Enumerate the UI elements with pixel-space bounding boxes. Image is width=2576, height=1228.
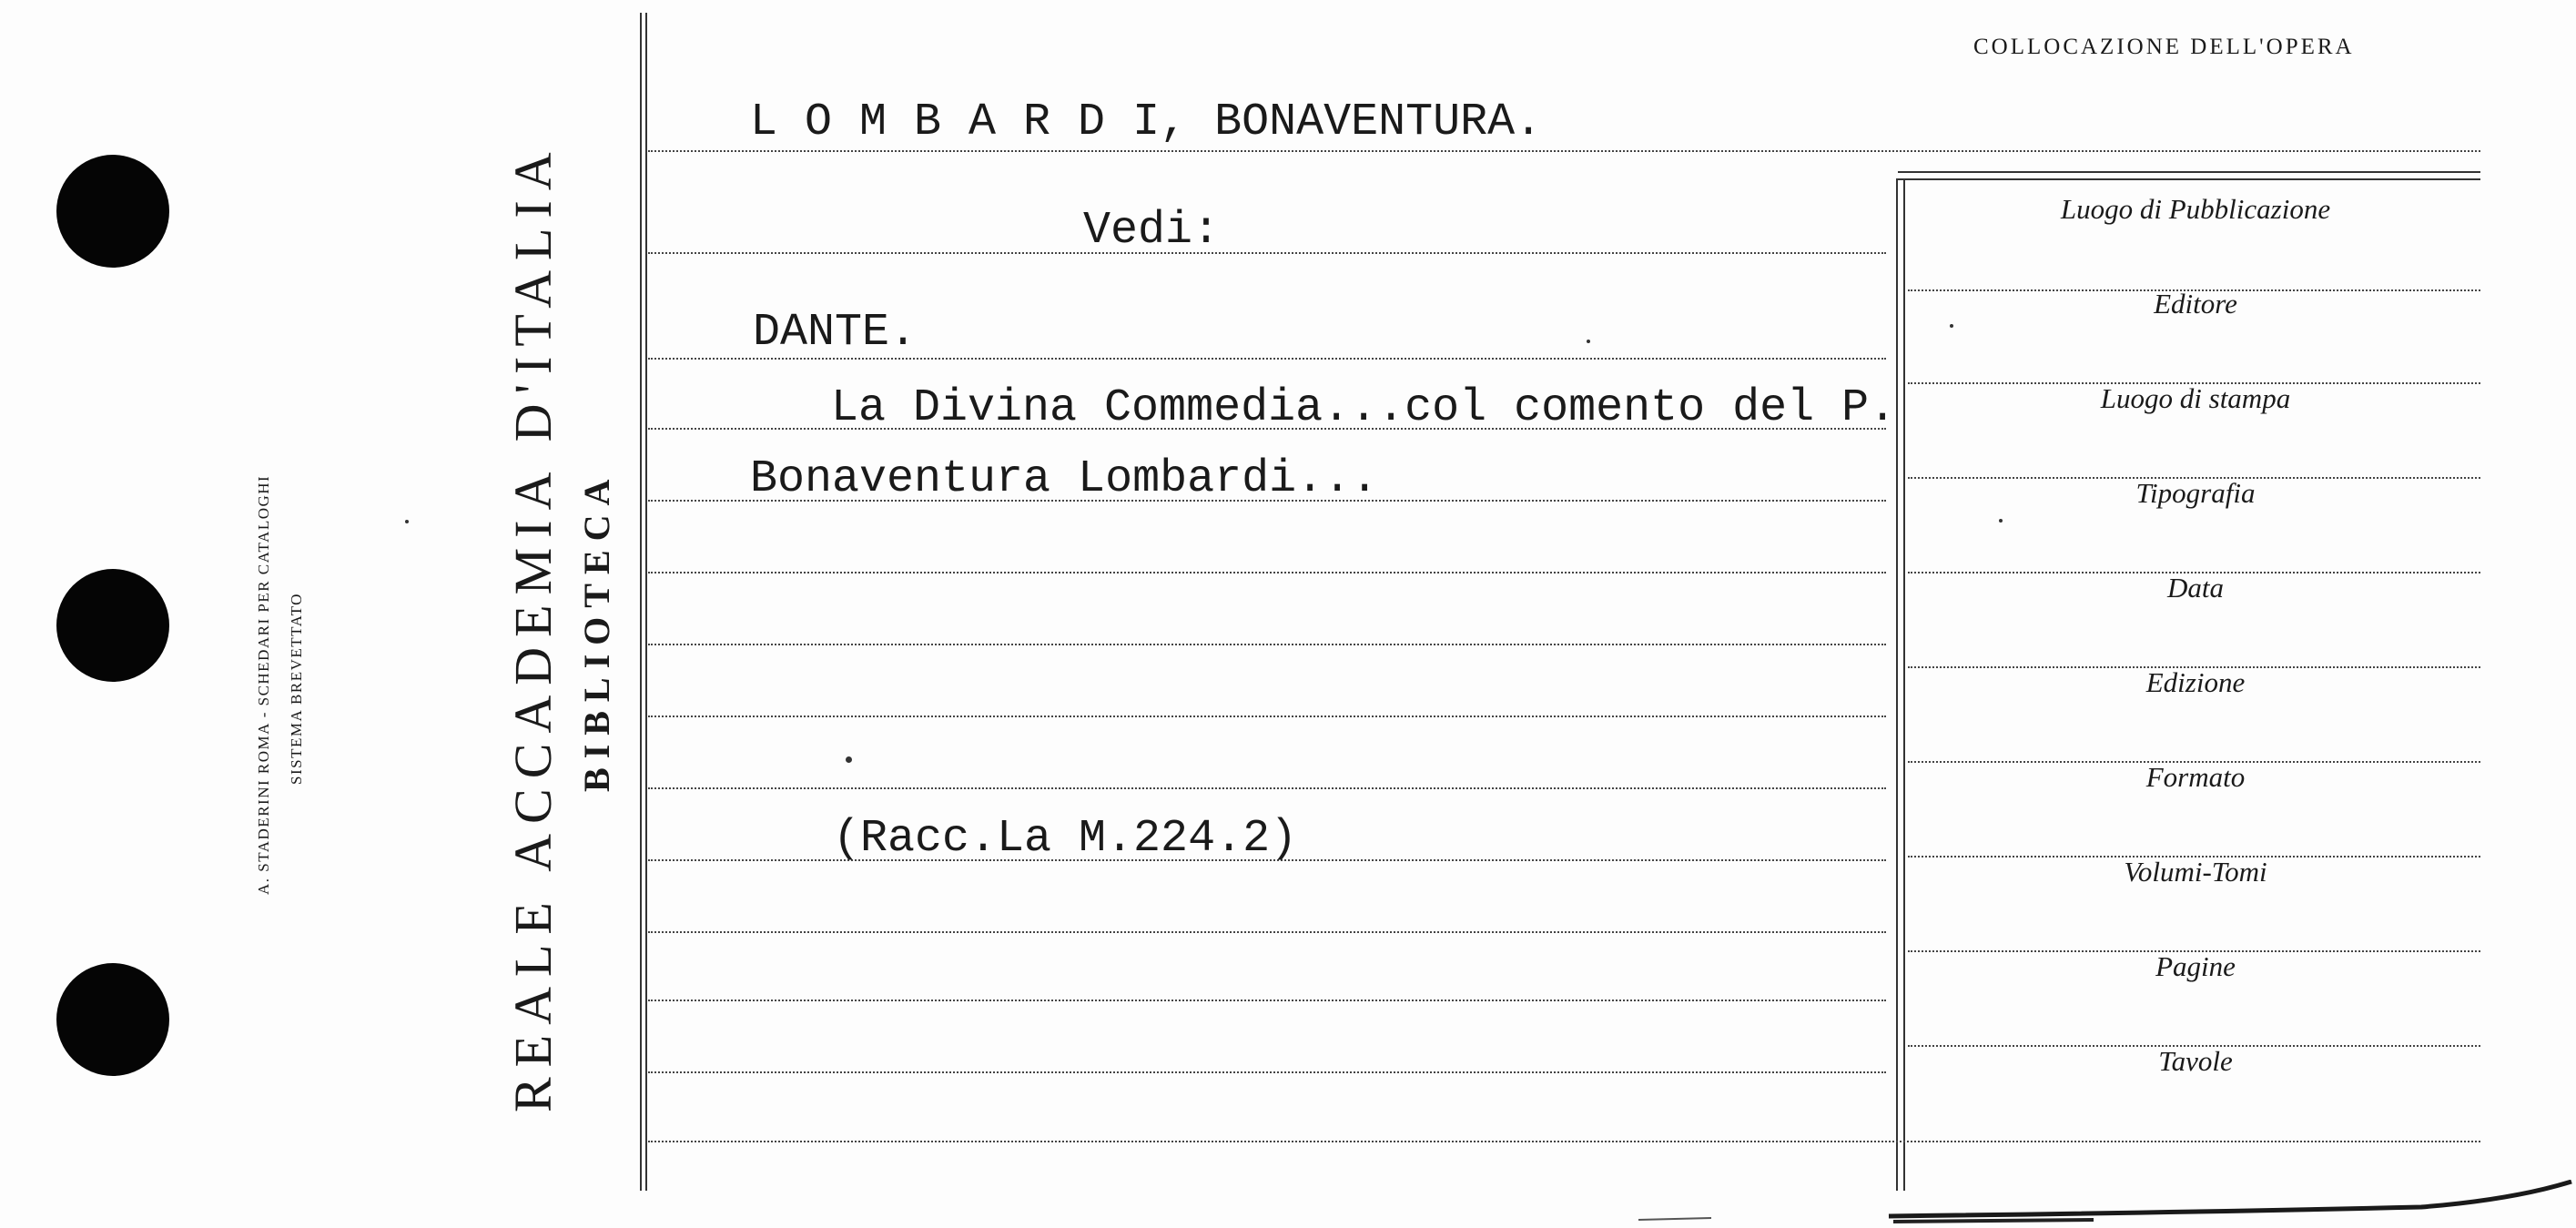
field-luogo-pubblicazione: Luogo di Pubblicazione (2060, 193, 2331, 225)
printer-imprint: A. STADERINI ROMA - SCHEDARI PER CATALOGHI (255, 474, 272, 895)
ruled-line (648, 715, 1886, 717)
ruled-line (648, 787, 1886, 789)
punch-hole (56, 963, 169, 1076)
see-reference-label: Vedi: (1083, 205, 1221, 257)
collocation-header: COLLOCAZIONE DELL'OPERA (1973, 35, 2355, 59)
ink-speck (1587, 340, 1590, 343)
field-luogo-stampa: Luogo di stampa (2100, 382, 2291, 414)
sidebar-top-rule (1898, 178, 2480, 180)
ruled-line (648, 1071, 1886, 1073)
ink-speck (1999, 519, 2003, 523)
ruled-line (648, 150, 2480, 152)
field-tipografia: Tipografia (2135, 477, 2256, 509)
institution-department: BIBLIOTECA (576, 470, 617, 792)
field-edizione: Edizione (2145, 666, 2246, 698)
ruled-line (648, 572, 1886, 573)
ruled-line (648, 1141, 2480, 1142)
ruled-line (648, 644, 1886, 645)
work-title-line: La Divina Commedia...col comento del P. (831, 382, 1897, 434)
ink-speck (1950, 324, 1953, 328)
shelfmark: (Racc.La M.224.2) (833, 813, 1298, 865)
ruled-line (648, 252, 1886, 254)
work-title-line: Bonaventura Lombardi... (750, 453, 1379, 505)
entry-heading: L O M B A R D I, BONAVENTURA. (750, 96, 1543, 148)
printer-patent-note: SISTEMA BREVETTATO (288, 593, 305, 785)
field-tavole: Tavole (2158, 1045, 2233, 1077)
institution-name: REALE ACCADEMIA D'ITALIA (503, 142, 563, 1112)
margin-rule (640, 13, 642, 1191)
punch-hole (56, 569, 169, 682)
ruled-line (648, 931, 1886, 933)
margin-rule (645, 13, 647, 1191)
card-bottom-edge (0, 1180, 2576, 1228)
field-formato: Formato (2145, 761, 2246, 793)
field-volumi-tomi: Volumi-Tomi (2124, 856, 2267, 888)
ink-speck (846, 756, 852, 763)
field-data: Data (2167, 572, 2224, 604)
field-editore: Editore (2154, 288, 2237, 320)
sidebar-rule (1903, 178, 1905, 1191)
ink-speck (405, 520, 409, 523)
author-name: DANTE. (753, 307, 918, 359)
sidebar-rule (1896, 178, 1898, 1191)
punch-hole (56, 155, 169, 268)
sidebar-top-rule (1898, 171, 2480, 173)
ruled-line (648, 1000, 1886, 1001)
field-pagine: Pagine (2155, 950, 2236, 982)
